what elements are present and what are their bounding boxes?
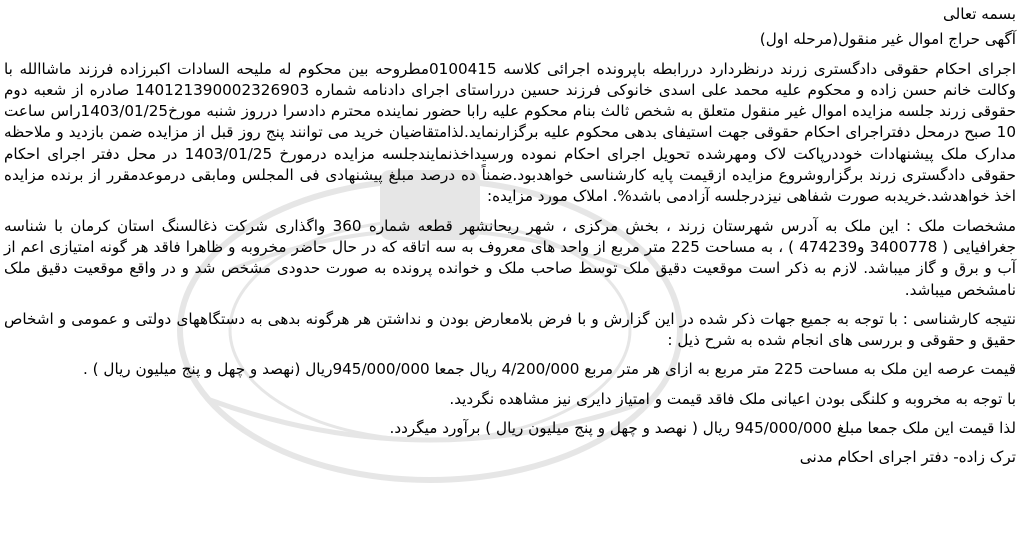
signature-line: ترک زاده- دفتر اجرای احکام مدنی xyxy=(799,448,1016,467)
intro-paragraph: اجرای احکام حقوقی دادگستری زرند درنظردارد دررابطه باپرونده اجرائی کلاسه 0100415مطروحه بین محکوم له ملیحه السادات اکبرزاده فرزند ماشاالله با وکالت خانم حسن زاده و محکوم علیه محمد علی اسدی خانوکی فرزند حسین درراستای اجرای دادنامه شماره 140121390002326903 صادره از شعبه دوم حقوقی زرند جلسه مزایده اموال غیر منقول متعلق به شخص ثالث بنام محکوم علیه رابا حضور نماینده محترم دادسرا درروز شنبه مورخ1403/01/25راس ساعت 10 صبح درمحل دفتراجرای احکام حقوقی جهت استیفای بدهی محکوم علیه برگزارنماید.لذامتقاضیان خرید می توانند پنج روز قبل از مزایده ضمن بازدید و ملاحظه مدارک ملک پیشنهادات خوددرپاکت لاک ومهرشده تحویل اجرای احکام نموده ورسیداخذنمایندجلسه مزایده درمورخ 1403/01/25 در محل دفتر اجرای احکام حقوقی دادگستری زرند برگزاروشروع مزایده ازقیمت پایه کارشناسی خواهدبود.ضمناً ده درصد مبلغ پیشنهادی فی المجلس ومابقی درموعدمقرر از برنده مزایده اخذ خواهدشد.خریدبه صورت شفاهی نیزدرجلسه آزادمی باشد%. املاک مورد مزایده: xyxy=(4,59,1016,206)
auction-notice xyxy=(4,4,1016,469)
notice-title: آگهی حراج اموال غیر منقول(مرحله اول) xyxy=(759,30,1016,49)
total-price-line: لذا قیمت این ملک جمعا مبلغ 945/000/000 ریال ( نهصد و چهل و پنج میلیون ریال ) برآورد میگردد. xyxy=(389,419,1016,438)
expert-conclusion-paragraph: نتیجه کارشناسی : با توجه به جمیع جهات ذکر شده در این گزارش و با فرض بلامعارض بودن و نداشتن هر هرگونه بدهی به دستگاههای دولتی و عمومی و اشخاص حقیق و حقوقی و بررسی های انجام شده به شرح ذیل : xyxy=(4,309,1016,350)
note-line: با توجه به مخروبه و کلنگی بودن اعیانی ملک فاقد قیمت و امتیاز دایری نیز مشاهده نگردید. xyxy=(449,389,1016,408)
header-line: بسمه تعالی xyxy=(943,5,1016,23)
price-line: قیمت عرصه این ملک به مساحت 225 متر مربع به ازای هر متر مربع 4/200/000 ریال جمعا 945/000/000ریال (نهصد و چهل و پنج میلیون ریال ) . xyxy=(83,360,1016,379)
property-specs-paragraph: مشخصات ملک : این ملک به آدرس شهرستان زرند ، بخش مرکزی ، شهر ریحانشهر قطعه شماره 360 واگذاری شرکت ذغالسنگ استان کرمان با شناسه جغرافیایی ( 3400778 و474239 ) ، به مساحت 225 متر مربع از واحد های معروف به سه اتاقه که در حال حاضر مخروبه و ظاهرا فاقد هر گونه امتیازی اعم از آب و برق و گاز میباشد. لازم به ذکر است موقعیت دقیق ملک توسط صاحب ملک و خوانده پرونده به صورت حدودی مشخص شد و در واقع موقعیت دقیق ملک نامشخص میباشد. xyxy=(4,216,1016,299)
